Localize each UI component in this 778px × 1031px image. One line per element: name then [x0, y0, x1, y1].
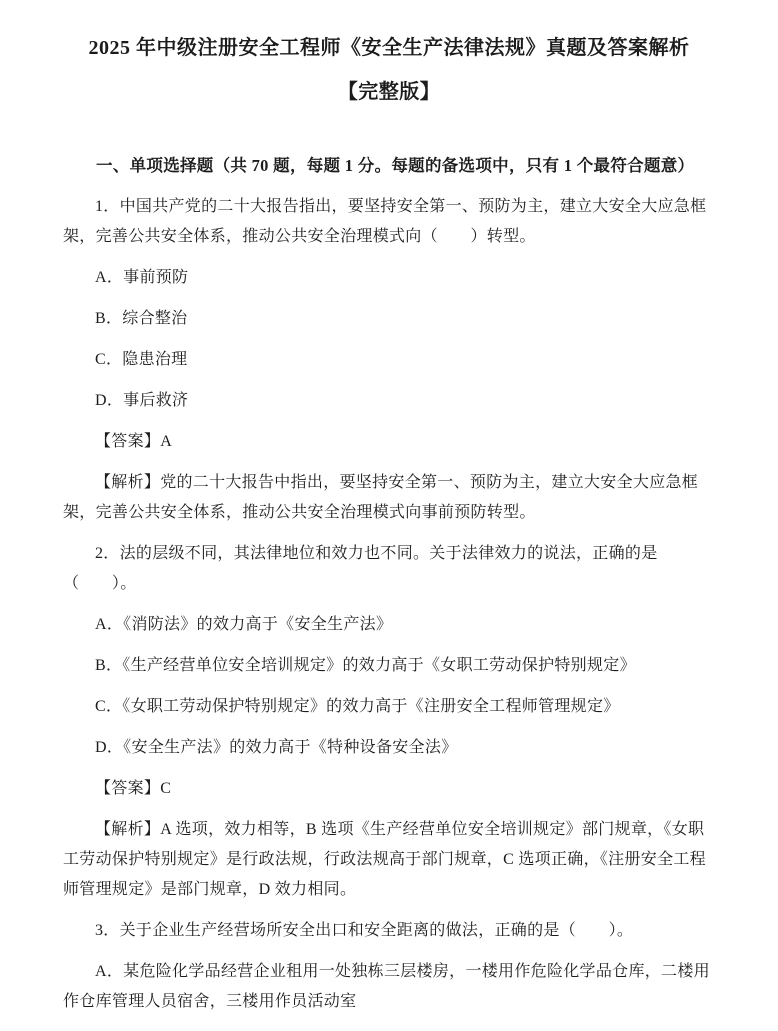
answer-line: 【答案】C	[95, 780, 172, 797]
analysis-line: 【解析】A 选项，效力相等，B 选项《生产经营单位安全培训规定》部门规章，《女职工劳动保护特别规定》是行政法规，行政法规高于部门规章，C 选项正确，《注册安全工程师管理规定》是部门规章，D 效力相同。	[63, 821, 706, 898]
section-heading: 一、单项选择题（共 70 题，每题 1 分。每题的备选项中，只有 1 个最符合题意）	[96, 156, 695, 175]
question-1	[63, 192, 715, 528]
title-line-1: 2025 年中级注册安全工程师《安全生产法律法规》真题及答案解析	[88, 37, 690, 59]
question-option-c: C．《女职工劳动保护特别规定》的效力高于《注册安全工程师管理规定》	[95, 698, 620, 715]
question-stem: 3．关于企业生产经营场所安全出口和安全距离的做法，正确的是（ ）。	[95, 922, 634, 939]
analysis-line: 【解析】党的二十大报告中指出，要坚持安全第一、预防为主，建立大安全大应急框架，完善公共安全体系，推动公共安全治理模式向事前预防转型。	[63, 474, 699, 521]
question-option-a: A．事前预防	[95, 269, 189, 286]
question-3	[63, 916, 715, 1017]
question-option-a: A．某危险化学品经营企业租用一处独栋三层楼房，一楼用作危险化学品仓库，二楼用作仓库管理人员宿舍，三楼用作员活动室	[63, 963, 710, 1010]
question-option-b: B．《生产经营单位安全培训规定》的效力高于《女职工劳动保护特别规定》	[95, 657, 636, 674]
question-option-d: D．事后救济	[95, 392, 189, 409]
question-option-a: A．《消防法》的效力高于《安全生产法》	[95, 616, 393, 633]
question-2	[63, 539, 715, 905]
question-option-b: B．综合整治	[95, 310, 188, 327]
answer-line: 【答案】A	[95, 433, 173, 450]
question-option-c: C．隐患治理	[95, 351, 188, 368]
title-line-2: 【完整版】	[337, 81, 441, 103]
question-option-d: D．《安全生产法》的效力高于《特种设备安全法》	[95, 739, 458, 756]
question-stem: 2．法的层级不同，其法律地位和效力也不同。关于法律效力的说法，正确的是（ ）。	[63, 545, 658, 592]
document-title	[63, 26, 715, 114]
question-stem: 1．中国共产党的二十大报告指出，要坚持安全第一、预防为主，建立大安全大应急框架，完善公共安全体系，推动公共安全治理模式向（ ）转型。	[63, 198, 707, 245]
